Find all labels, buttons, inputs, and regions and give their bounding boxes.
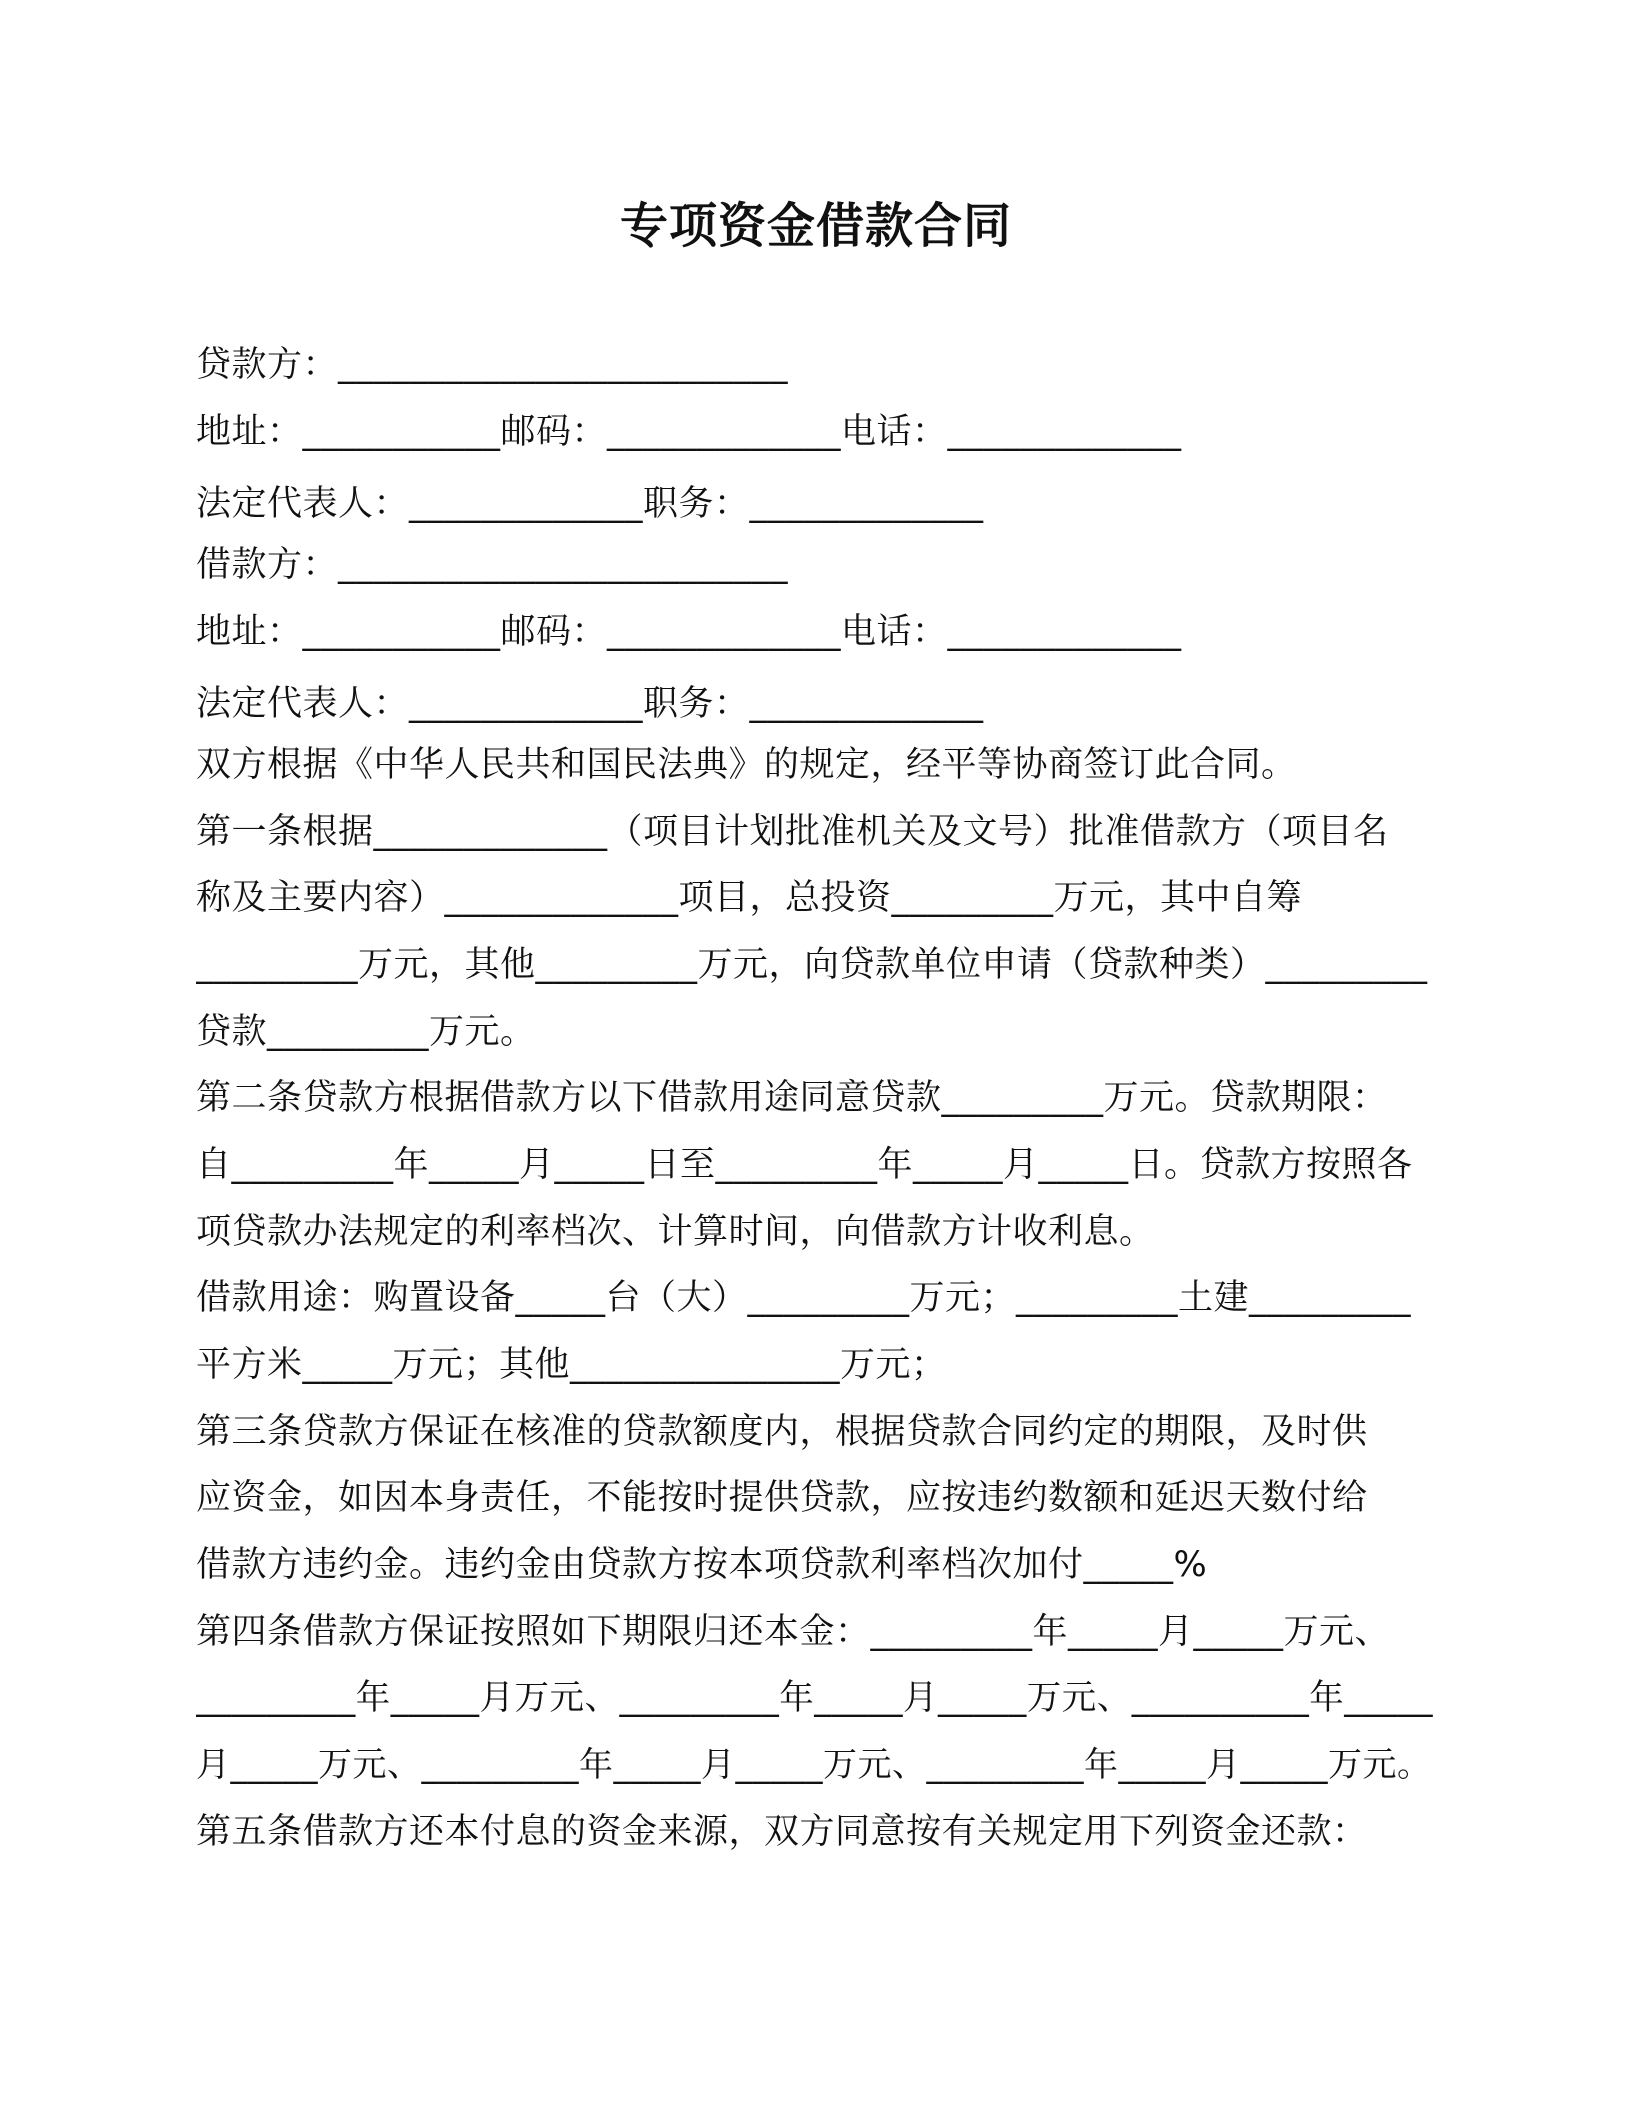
preamble-line: 双方根据《中华人民共和国民法典》的规定，经平等协商签订此合同。 xyxy=(196,745,1297,785)
article-3-line-3: 借款方违约金。违约金由贷款方按本项贷款利率档次加付_____% xyxy=(196,1545,1208,1585)
article-2-line-2: 自_________年_____月_____日至_________年_____月_____日。贷款方按照各 xyxy=(196,1145,1413,1185)
article-1-line-3: _________万元，其他_________万元，向贷款单位申请（贷款种类）_________ xyxy=(196,945,1428,985)
article-5-line-1: 第五条借款方还本付息的资金来源，双方同意按有关规定用下列资金还款： xyxy=(196,1812,1368,1852)
borrower-representative-line: 法定代表人：_____________职务：_____________ xyxy=(196,684,984,724)
document-title: 专项资金借款合同 xyxy=(619,198,1012,254)
article-4-line-3: 月_____万元、_________年_____月_____万元、_________年_____月_____万元。 xyxy=(196,1745,1432,1785)
article-1-line-2: 称及主要内容）_____________项目，总投资_________万元，其中自筹 xyxy=(196,878,1303,918)
article-2-line-3: 项贷款办法规定的利率档次、计算时间，向借款方计收利息。 xyxy=(196,1212,1155,1252)
article-1-line-1: 第一条根据_____________（项目计划批准机关及文号）批准借款方（项目名 xyxy=(196,812,1389,852)
article-3-line-1: 第三条贷款方保证在核准的贷款额度内，根据贷款合同约定的期限，及时供 xyxy=(196,1412,1368,1452)
lender-name-line: 贷款方：_________________________ xyxy=(196,345,789,385)
loan-purpose-line-1: 借款用途：购置设备_____台（大）_________万元；_________土建_________ xyxy=(196,1278,1412,1318)
article-1-line-4: 贷款_________万元。 xyxy=(196,1012,536,1052)
lender-representative-line: 法定代表人：_____________职务：_____________ xyxy=(196,484,984,524)
article-3-line-2: 应资金，如因本身责任，不能按时提供贷款，应按违约数额和延迟天数付给 xyxy=(196,1478,1368,1518)
article-4-line-1: 第四条借款方保证按照如下期限归还本金：_________年_____月_____万元、 xyxy=(196,1612,1391,1652)
article-2-line-1: 第二条贷款方根据借款方以下借款用途同意贷款_________万元。贷款期限： xyxy=(196,1078,1388,1118)
lender-address-line: 地址：___________邮码：_____________电话：_____________ xyxy=(196,412,1182,452)
article-4-line-2: _________年_____月万元、_________年_____月_____万元、__________年_____ xyxy=(196,1678,1433,1718)
loan-purpose-line-2: 平方米_____万元；其他_______________万元； xyxy=(196,1345,947,1385)
borrower-name-line: 借款方：_________________________ xyxy=(196,545,789,585)
borrower-address-line: 地址：___________邮码：_____________电话：_____________ xyxy=(196,612,1182,652)
